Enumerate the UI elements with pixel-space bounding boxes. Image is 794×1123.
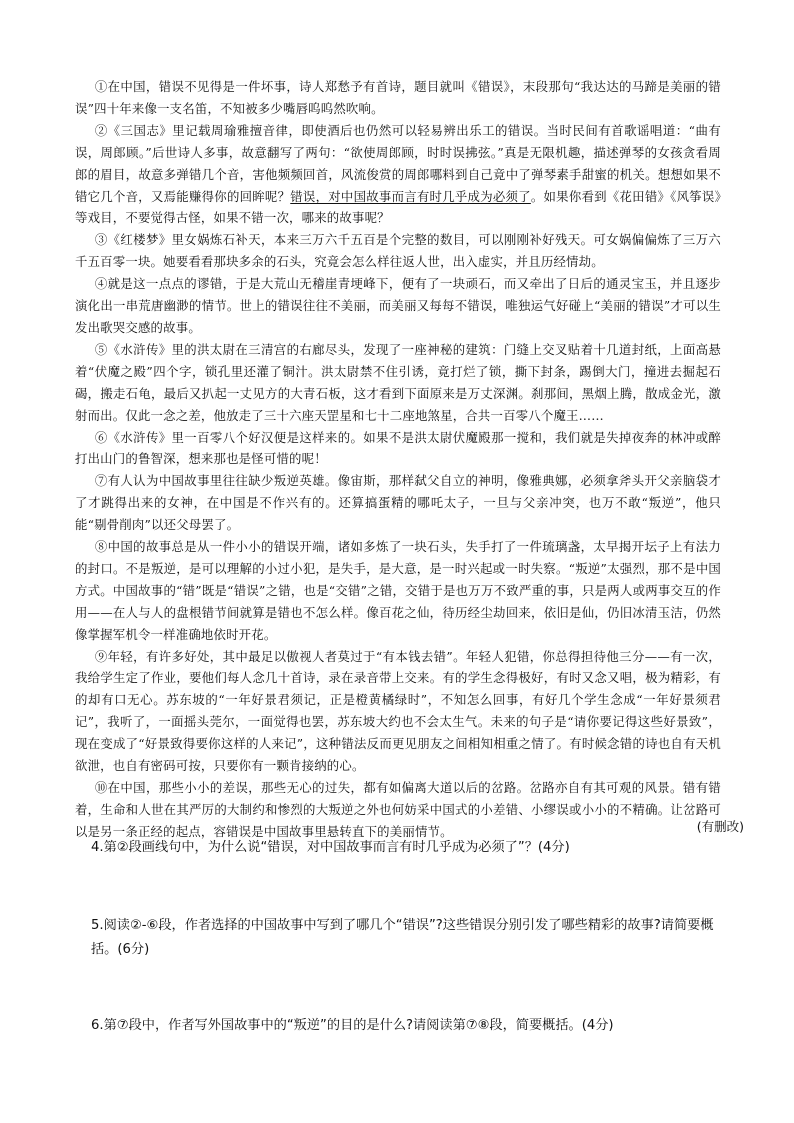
paragraph-2 <box>75 120 721 230</box>
question-6: 6.第⑦段中，作者写外国故事中的“叛逆”的目的是什么?请阅读第⑦⑧段，简要概括。(4分) <box>91 1018 614 1033</box>
paragraph-4: ④就是这一点点的谬错，于是大荒山无稽崖青埂峰下，便有了一块顽石，而又牵出了日后的通灵宝玉，并且逐步演化出一串荒唐幽渺的情节。世上的错误往往不美丽，而美丽又每每不错误，唯独运气好碰上“美丽的错误”才可以生发出歌哭交感的故事。 <box>75 276 721 335</box>
source-note: (有删改) <box>696 819 744 834</box>
paragraph-2-tail: 。如果你看到《花田错》《风筝误》等戏目，不要觉得古怪，如果不错一次，哪来的故事呢？ <box>75 188 721 226</box>
paragraph-7: ⑦有人认为中国故事里往往缺少叛逆英雄。像宙斯，那样弑父自立的神明，像雅典娜，必须拿斧头开父亲脑袋才了才跳得出来的女神，在中国是不作兴有的。还算搞蛋精的哪吒太子，一旦与父亲冲突，也万不敢“叛逆”，他只能“剔骨削肉”以还父母罢了。 <box>75 473 721 533</box>
paragraph-1: ①在中国，错误不见得是一件坏事，诗人郑愁予有首诗，题目就叫《错误》，末段那句“我达达的马蹄是美丽的错误”四十年来像一支名笛，不知被多少嘴唇呜呜然吹响。 <box>75 79 721 116</box>
paragraph-2-text: ②《三国志》里记载周瑜雅擅音律，即使酒后也仍然可以轻易辨出乐工的错误。当时民间有首歌谣唱道：“曲有误，周郎顾。”后世诗人多事，故意翻写了两句：“欲使周郎顾，时时误拂弦。”真是无限机趣，描述弹琴的女孩贪看周郎的眉目，故意多弹错几个音，害他频频回首，风流俊赏的周郎哪料到自己竟中了弹琴素手甜蜜的机关。想想如果不错它几个音，又焉能赚得你的回眸呢？ <box>75 122 721 204</box>
paragraph-6: ⑥《水浒传》里一百零八个好汉便是这样来的。如果不是洪太尉伏魔殿那一搅和，我们就是失掉夜奔的林冲或醉打出山门的鲁智深，想来那也是怪可惜的呢！ <box>75 429 721 467</box>
paragraph-8: ⑧中国的故事总是从一件小小的错误开端，诸如多炼了一块石头，失手打了一件琉璃盏，太早揭开坛子上有法力的封口。不是叛逆，是可以理解的小过小犯，是失手，是大意，是一时兴起或一时失察。“叛逆”太强烈，那不是中国方式。中国故事的“错”既是“错误”之错，也是“交错”之错，交错于是也万万不致严重的事，只是两人或两事交互的作用——在人与人的盘根错节间就算是错也不怎么样。像百花之仙，待历经尘劫回来，依旧是仙，仍旧冰清玉洁，仍然像掌握军机令一样准确地依时开花。 <box>75 539 721 642</box>
paragraph-3: ③《红楼梦》里女娲炼石补天，本来三万六千五百是个完整的数目，可以刚刚补好残天。可女娲偏偏炼了三万六千五百零一块。她要看看那块多余的石头，究竟会怎么样往返人世，出入虚实，并且历经情劫。 <box>75 232 721 270</box>
question-5: 5.阅读②-⑥段，作者选择的中国故事中写到了哪几个“错误”?这些错误分别引发了哪些精彩的故事?请简要概括。(6分) <box>91 918 714 957</box>
article-body <box>75 76 721 843</box>
paragraph-9: ⑨年轻，有许多好处，其中最足以傲视人者莫过于“有本钱去错”。年轻人犯错，你总得担待他三分——有一次，我给学生定了作业，要他们每人念几十首诗，录在录音带上交来。有的学生念得极好，有时又念又唱，极为精彩，有的却有口无心。苏东坡的“一年好景君须记，正是橙黄橘绿时”，不知怎么回事，有好几个学生念成“一年好景须君记”，我听了，一面摇头莞尔，一面觉得也罢，苏东坡大约也不会太生气。未来的句子是“请你要记得这些好景致”，现在变成了“好景致得要你这样的人来记”，这种错法反而更见朋友之间相知相重之情了。有时候念错的诗也自有天机欲泄，也自有密码可按，只要你有一颗肯接纳的心。 <box>75 648 721 774</box>
underlined-sentence: 错误，对中国故事而言有时几乎成为必须了 <box>290 188 531 204</box>
paragraph-10: ⑩在中国，那些小小的差误，那些无心的过失，都有如偏离大道以后的岔路。岔路亦自有其可观的风景。错有错着，生命和人世在其严厉的大制约和惨烈的大叛逆之外也何妨采中国式的小差错、小缪误或小小的不精确。让岔路可以是另一条正经的起点，容错误是中国故事里悬转直下的美丽情节。 <box>75 780 721 839</box>
question-4: 4.第②段画线句中，为什么说“错误，对中国故事而言有时几乎成为必须了”？(4分) <box>91 840 570 855</box>
paragraph-5: ⑤《水浒传》里的洪太尉在三清宫的右廊尽头，发现了一座神秘的建筑：门缝上交叉贴着十几道封纸，上面高悬着“伏魔之殿”四个字，锁孔里还灌了铜汁。洪太尉禁不住引诱，竟打烂了锁，撕下封条，踢倒大门，撞进去掘起石碣，搬走石龟，最后又扒起一丈见方的大青石板，这才看到下面原来是万丈深渊。刹那间，黑烟上腾，散成金光，激射而出。仅此一念之差，他放走了三十六座天罡星和七十二座地煞星，合共一百零八个魔王…… <box>75 341 721 423</box>
